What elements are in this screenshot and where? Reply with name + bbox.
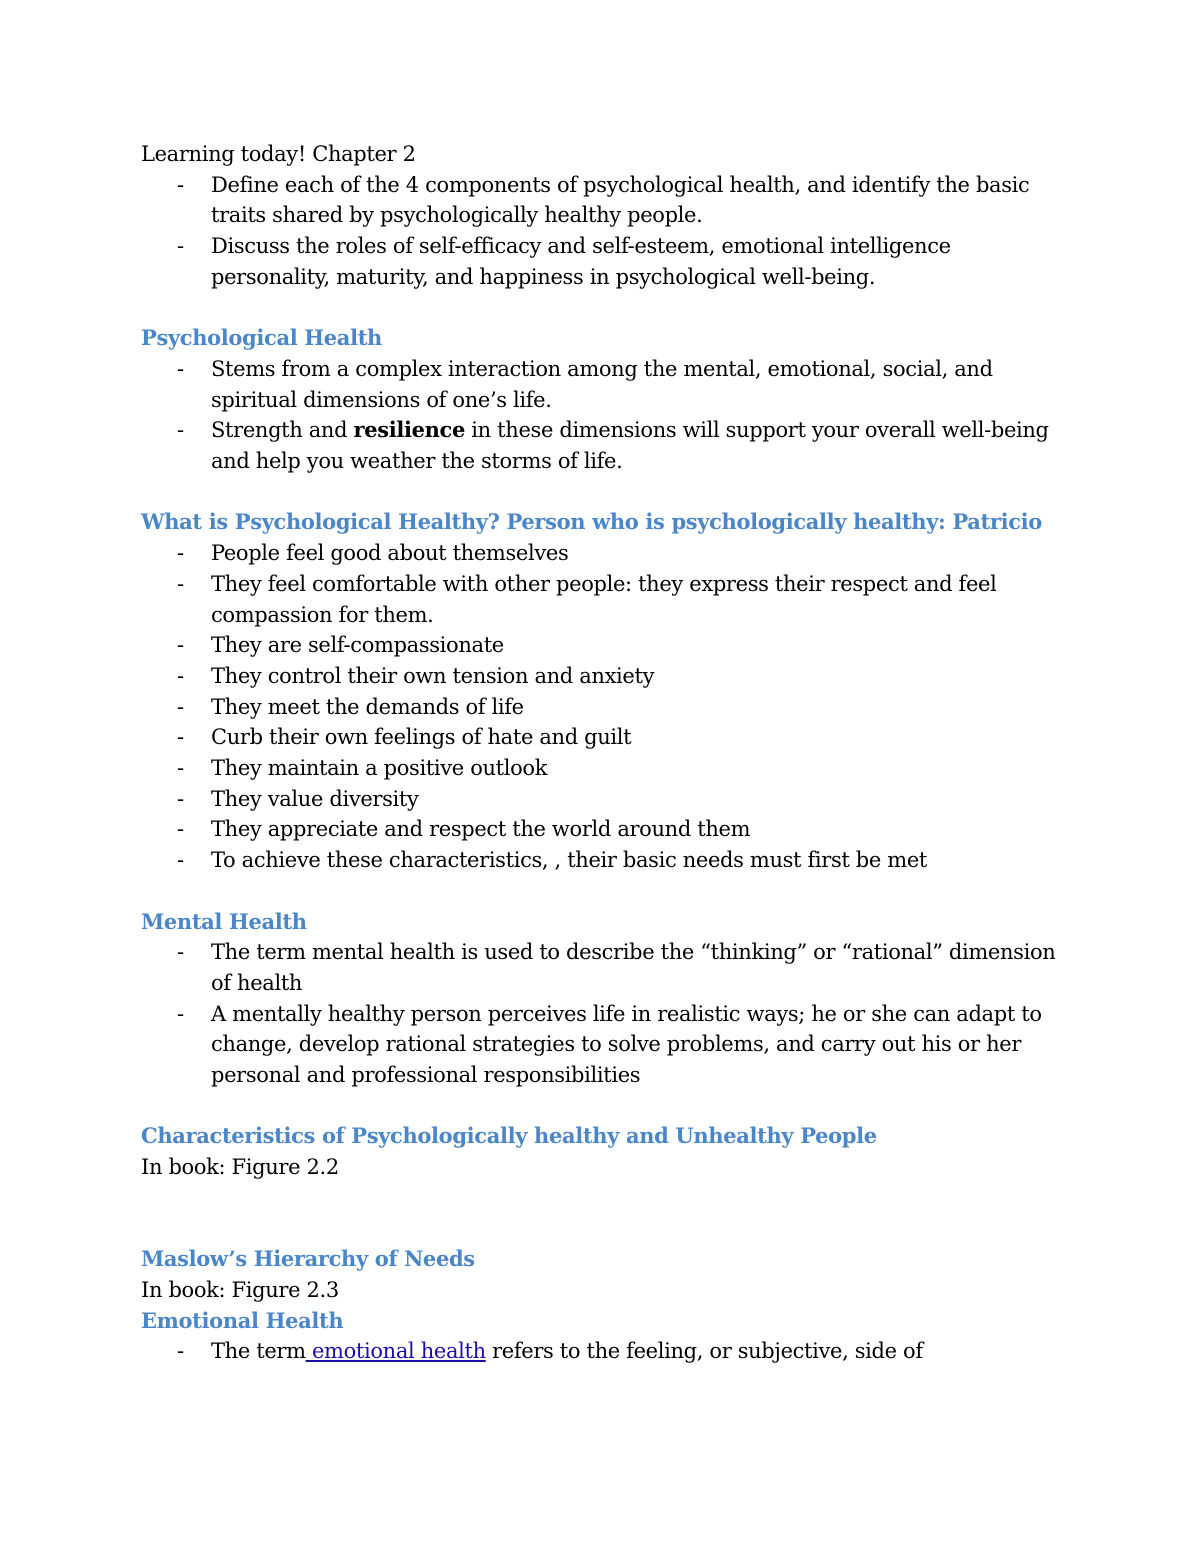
dash-bullet: -: [177, 817, 184, 842]
list-item: - They appreciate and respect the world around them: [141, 814, 1071, 845]
list-item: - Curb their own feelings of hate and guilt: [141, 722, 1071, 753]
list-item: - To achieve these characteristics, , their basic needs must first be met: [141, 845, 1071, 876]
characteristics-heading: Characteristics of Psychologically healthy and Unhealthy People: [141, 1123, 877, 1149]
dash-bullet: -: [177, 172, 184, 197]
healthy-person-heading: What is Psychological Healthy? Person who is psychologically healthy: Patricio: [141, 509, 1042, 535]
psychological-health-list: [141, 354, 1071, 477]
dash-bullet: -: [177, 940, 184, 965]
characteristics-reference: In book: Figure 2.2: [141, 1155, 339, 1180]
dash-bullet: -: [177, 725, 184, 750]
maslow-reference: In book: Figure 2.3: [141, 1277, 339, 1302]
list-item: - The term emotional health refers to the feeling, or subjective, side of: [141, 1336, 1071, 1367]
list-item: - Discuss the roles of self-efficacy and self-esteem, emotional intelligence personality, maturity, and happiness in psychological well-being.: [141, 231, 1071, 292]
dash-bullet: -: [177, 633, 184, 658]
healthy-person-list: [141, 538, 1071, 876]
list-item: - The term mental health is used to describe the “thinking” or “rational” dimension of health: [141, 937, 1071, 998]
resilience-term: resilience: [353, 417, 465, 443]
list-item: - They maintain a positive outlook: [141, 753, 1071, 784]
emotional-health-list: [141, 1336, 1071, 1367]
list-item: - They meet the demands of life: [141, 692, 1071, 723]
maslow-heading: Maslow’s Hierarchy of Needs: [141, 1246, 475, 1272]
document-page: [141, 139, 1071, 1367]
list-item: - Stems from a complex interaction among the mental, emotional, social, and spiritual dimensions of one’s life.: [141, 354, 1071, 415]
mental-health-list: [141, 937, 1071, 1091]
mental-health-heading: Mental Health: [141, 908, 307, 934]
dash-bullet: -: [177, 756, 184, 781]
list-item: - People feel good about themselves: [141, 538, 1071, 569]
dash-bullet: -: [177, 234, 184, 259]
dash-bullet: -: [177, 663, 184, 688]
intro-list: [141, 170, 1071, 293]
intro-title: Learning today! Chapter 2: [141, 142, 416, 166]
dash-bullet: -: [177, 571, 184, 596]
dash-bullet: -: [177, 848, 184, 873]
list-item: - They are self-compassionate: [141, 630, 1071, 661]
dash-bullet: -: [177, 418, 184, 443]
dash-bullet: -: [177, 356, 184, 381]
list-item: - They feel comfortable with other people: they express their respect and feel compassion for them.: [141, 569, 1071, 630]
dash-bullet: -: [177, 541, 184, 566]
psychological-health-heading: Psychological Health: [141, 325, 382, 351]
dash-bullet: -: [177, 1339, 184, 1364]
list-item: - They control their own tension and anxiety: [141, 661, 1071, 692]
emotional-health-link[interactable]: emotional health: [305, 1339, 486, 1364]
dash-bullet: -: [177, 1001, 184, 1026]
list-item: - Define each of the 4 components of psychological health, and identify the basic traits shared by psychologically healthy people.: [141, 170, 1071, 231]
dash-bullet: -: [177, 786, 184, 811]
list-item: - Strength and resilience in these dimensions will support your overall well-being and help you weather the storms of life.: [177, 417, 1049, 474]
list-item: - A mentally healthy person perceives life in realistic ways; he or she can adapt to change, develop rational strategies to solve problems, and carry out his or her personal and professional responsibilities: [141, 999, 1071, 1091]
dash-bullet: -: [177, 694, 184, 719]
list-item: - They value diversity: [141, 784, 1071, 815]
emotional-health-heading: Emotional Health: [141, 1307, 344, 1333]
